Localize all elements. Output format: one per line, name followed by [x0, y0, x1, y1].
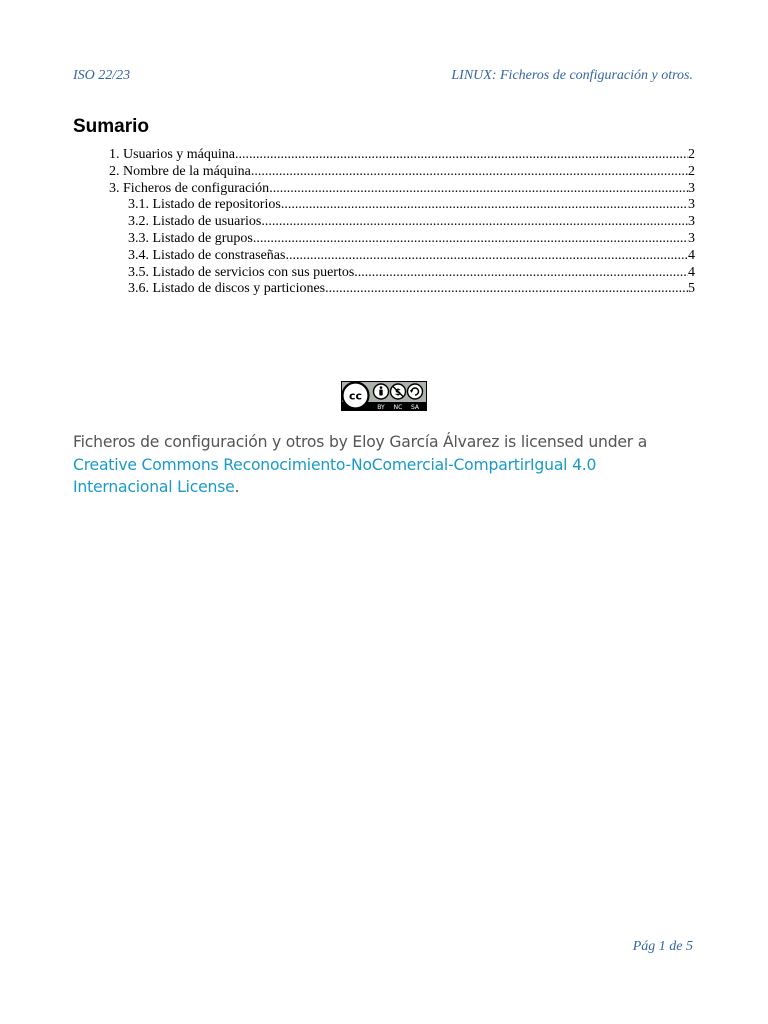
toc-subentry[interactable] [109, 248, 695, 265]
toc-entry[interactable] [109, 181, 695, 198]
toc-entry[interactable] [109, 164, 695, 181]
toc-entry-label: 3.1. Listado de repositorios [128, 197, 281, 213]
toc-leader-dots [285, 248, 688, 265]
toc-entry-label: 2. Nombre de la máquina [109, 163, 251, 179]
cc-icon [343, 383, 369, 409]
toc-subentry[interactable] [109, 231, 695, 248]
toc-entry-page: 4 [688, 247, 695, 263]
toc-entry-label: 3.4. Listado de constraseñas [128, 247, 286, 263]
toc-entry-page: 3 [688, 197, 695, 213]
page-header [73, 68, 693, 84]
toc-leader-dots [281, 197, 688, 214]
cc-license-badge[interactable] [341, 381, 427, 411]
svg-text:cc: cc [348, 389, 363, 403]
license-link[interactable]: Creative Commons Reconocimiento-NoComercial-CompartirIgual 4.0 Internacional License [73, 455, 597, 496]
license-text-end: . [234, 478, 240, 496]
toc-leader-dots [269, 181, 688, 198]
toc-leader-dots [261, 214, 688, 231]
toc-entry-label: 3.3. Listado de grupos [128, 230, 253, 246]
toc-subentry[interactable] [109, 197, 695, 214]
toc-entry-page: 5 [688, 281, 695, 297]
by-icon [374, 384, 389, 399]
toc-leader-dots [354, 265, 688, 282]
toc-entry-page: 2 [688, 147, 695, 162]
toc-entry-page: 3 [688, 230, 695, 246]
toc-title: Sumario [73, 116, 150, 137]
toc-entry-label: 3.5. Listado de servicios con sus puertos [128, 264, 355, 280]
toc-subentry[interactable] [109, 281, 695, 298]
sa-icon [408, 384, 423, 399]
toc-entry-label: 3. Ficheros de configuración [109, 180, 270, 196]
toc-leader-dots [235, 147, 688, 164]
page-footer: Pág 1 de 5 [632, 939, 693, 954]
toc-entry-page: 3 [688, 180, 695, 196]
toc-leader-dots [253, 231, 688, 248]
toc-subentry[interactable] [109, 214, 695, 231]
header-left-text: ISO 22/23 [73, 68, 131, 83]
toc-leader-dots [251, 164, 688, 181]
by-label: BY [377, 403, 385, 411]
svg-text:$: $ [394, 388, 402, 398]
toc-entry[interactable] [109, 147, 695, 164]
license-statement [73, 431, 673, 499]
table-of-contents [109, 147, 695, 298]
toc-subentry[interactable] [109, 265, 695, 282]
nc-label: NC [393, 403, 403, 411]
toc-entry-label: 3.2. Listado de usuarios [128, 214, 262, 230]
toc-leader-dots [325, 281, 688, 298]
toc-entry-label: 1. Usuarios y máquina [109, 147, 235, 162]
toc-entry-page: 4 [688, 264, 695, 280]
toc-entry-page: 3 [688, 214, 695, 230]
toc-entry-label: 3.6. Listado de discos y particiones [128, 281, 326, 297]
nc-icon [391, 384, 406, 399]
toc-entry-page: 2 [688, 163, 695, 179]
header-right-text: LINUX: Ficheros de configuración y otros. [451, 68, 693, 83]
sa-label: SA [410, 403, 420, 411]
license-text: Ficheros de configuración y otros by Eloy García Álvarez is licensed under a [73, 433, 648, 451]
